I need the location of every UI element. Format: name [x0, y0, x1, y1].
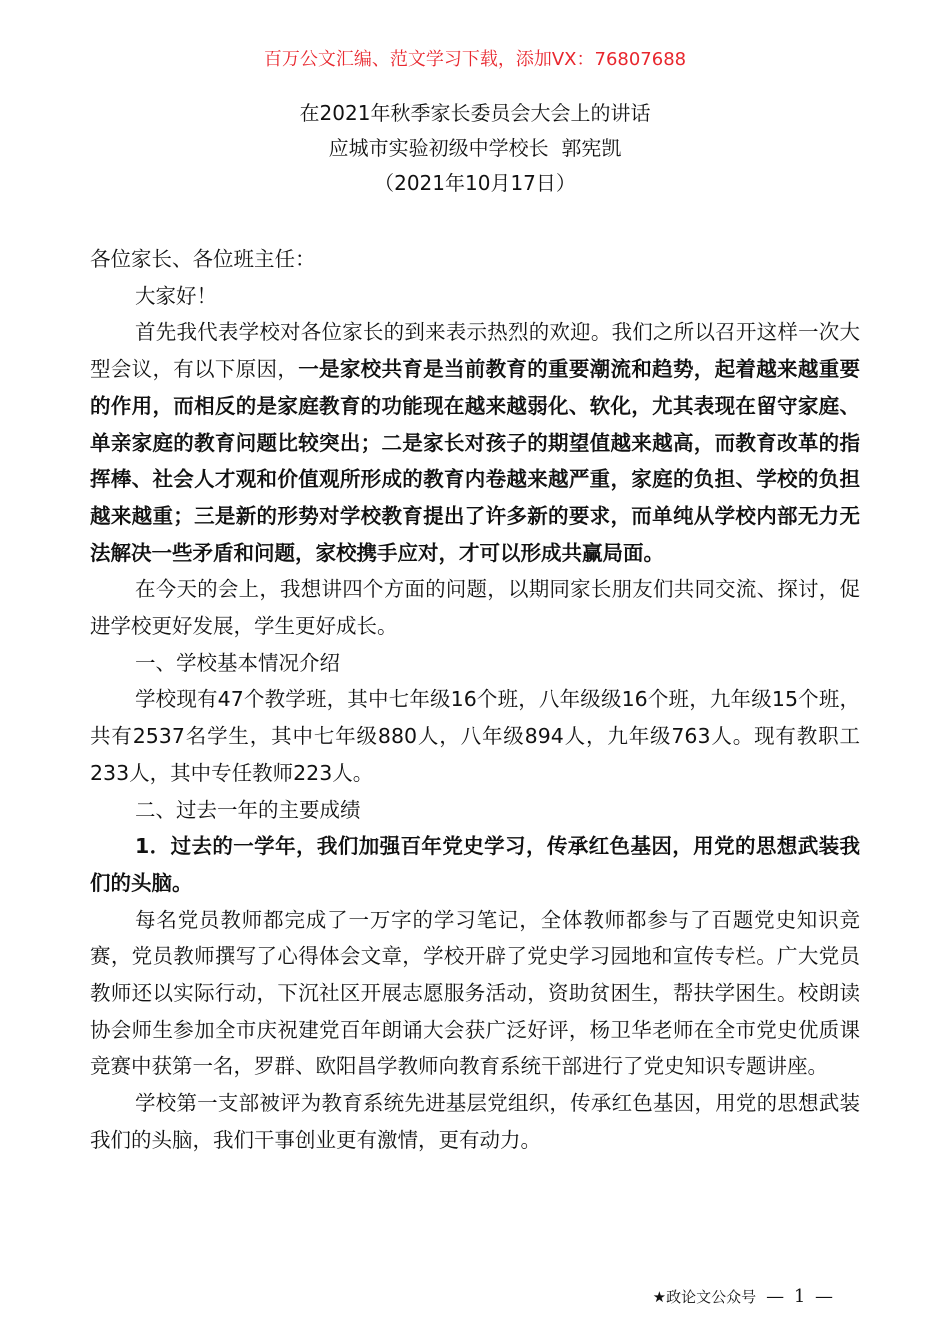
greeting: 大家好！ — [135, 283, 217, 308]
paragraph-reasons — [90, 314, 860, 571]
speaker-line: 应城市实验初级中学校长 郭宪凯 — [328, 136, 622, 160]
paragraph-reasons-intro: 首先我代表学校对各位家长的到来表示热烈的欢迎。我们之所以召开这样一次大型会议，有以下原因， — [90, 320, 860, 382]
paragraph-party-study: 每名党员教师都完成了一万字的学习笔记，全体教师都参与了百题党史知识竞赛，党员教师撰写了心得体会文章，学校开辟了党史学习园地和宣传专栏。广大党员教师还以实际行动，下沉社区开展志愿服务活动，资助贫困生，帮扶学困生。校朗读协会师生参加全市庆祝建党百年朗诵大会获广泛好评，杨卫华老师在全市党史优质课竞赛中获第一名，罗群、欧阳昌学教师向教育系统干部进行了党史知识专题讲座。 — [90, 907, 860, 1079]
watermark-banner: 百万公文汇编、范文学习下载，添加VX：76807688 — [263, 49, 687, 70]
speech-title: 在2021年秋季家长委员会大会上的讲话 — [299, 101, 651, 125]
section-heading-2: 二、过去一年的主要成绩 — [135, 797, 361, 822]
page-number: — 1 — — [766, 1285, 835, 1307]
subheading-1: 1．过去的一学年，我们加强百年党史学习，传承红色基因，用党的思想武装我们的头脑。 — [90, 834, 860, 895]
paragraph-branch-award: 学校第一支部被评为教育系统先进基层党组织，传承红色基因，用党的思想武装我们的头脑，我们干事创业更有激情，更有动力。 — [90, 1091, 860, 1152]
title-block — [0, 96, 950, 201]
paragraph-reasons-bold: 一是家校共育是当前教育的重要潮流和趋势，起着越来越重要的作用，而相反的是家庭教育的功能现在越来越弱化、软化，尤其表现在留守家庭、单亲家庭的教育问题比较突出；二是家长对孩子的期望值越来越高，而教育改革的指挥棒、社会人才观和价值观所形成的教育内卷越来越严重，家庭的负担、学校的负担越来越重；三是新的形势对学校教育提出了许多新的要求，而单纯从学校内部无力无法解决一些矛盾和问题，家校携手应对，才可以形成共赢局面。 — [90, 357, 861, 565]
page-footer — [653, 1282, 835, 1310]
paragraph-agenda: 在今天的会上，我想讲四个方面的问题，以期同家长朋友们共同交流、探讨，促进学校更好发展，学生更好成长。 — [90, 577, 860, 639]
salutation: 各位家长、各位班主任： — [90, 247, 316, 271]
paragraph-school-stats: 学校现有47个教学班，其中七年级16个班，八年级级16个班，九年级15个班，共有2537名学生，其中七年级880人，八年级894人，九年级763人。现有教职工233人，其中专任教师223人。 — [90, 687, 860, 785]
speech-body — [90, 241, 860, 1159]
section-heading-1: 一、学校基本情况介绍 — [135, 650, 340, 675]
footer-source: ★政论文公众号 — [652, 1287, 757, 1306]
speech-date: （2021年10月17日） — [374, 171, 576, 195]
